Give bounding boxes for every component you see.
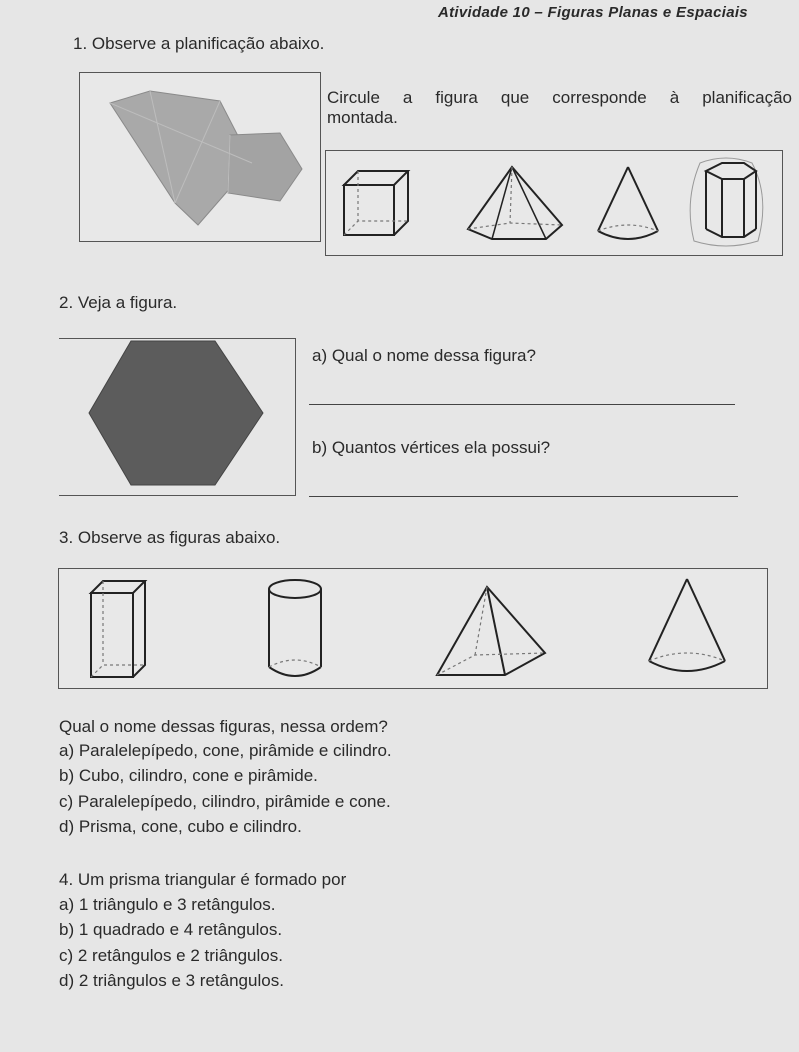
question-2-title: 2. Veja a figura. (59, 293, 178, 312)
cylinder-icon (267, 577, 327, 687)
net-figure-box (79, 72, 321, 242)
question-1-instruction-line1: Circule a figura que corresponde à planificação (327, 88, 792, 107)
question-2a: a) Qual o nome dessa figura? (312, 346, 536, 365)
solid-options-box (325, 150, 783, 256)
question-4-title: 4. Um prisma triangular é formado por (59, 870, 347, 889)
question-1-instruction-line2: montada. (327, 108, 398, 127)
solids-figure-box (58, 568, 768, 689)
q4-option-d[interactable]: d) 2 triângulos e 3 retângulos. (59, 971, 284, 990)
cube-icon[interactable] (340, 169, 410, 239)
q4-option-b[interactable]: b) 1 quadrado e 4 retângulos. (59, 920, 283, 939)
q4-option-a[interactable]: a) 1 triângulo e 3 retângulos. (59, 895, 276, 914)
pentagonal-pyramid-icon[interactable] (466, 165, 566, 235)
q3-option-b[interactable]: b) Cubo, cilindro, cone e pirâmide. (59, 766, 318, 785)
q3-option-c[interactable]: c) Paralelepípedo, cilindro, pirâmide e cone. (59, 792, 391, 811)
question-1-title: 1. Observe a planificação abaixo. (73, 34, 325, 53)
hexagon-icon (59, 339, 295, 495)
pyramid-net-icon (80, 73, 320, 241)
q4-option-c[interactable]: c) 2 retângulos e 2 triângulos. (59, 946, 283, 965)
rectangular-prism-icon (87, 577, 157, 687)
hexagon-figure-box (59, 338, 296, 496)
answer-line-2a[interactable] (309, 404, 735, 405)
cone-icon (645, 577, 735, 687)
question-3-prompt: Qual o nome dessas figuras, nessa ordem? (59, 717, 388, 736)
answer-line-2b[interactable] (309, 496, 738, 497)
worksheet-header: Atividade 10 – Figuras Planas e Espaciais (438, 4, 748, 21)
question-2b: b) Quantos vértices ela possui? (312, 438, 551, 457)
question-3-title: 3. Observe as figuras abaixo. (59, 528, 281, 547)
cone-icon[interactable] (594, 165, 664, 245)
q3-option-d[interactable]: d) Prisma, cone, cubo e cilindro. (59, 817, 302, 836)
hexagonal-prism-icon[interactable] (682, 157, 772, 247)
q3-option-a[interactable]: a) Paralelepípedo, cone, pirâmide e cilindro. (59, 741, 392, 760)
square-pyramid-icon (435, 577, 555, 687)
